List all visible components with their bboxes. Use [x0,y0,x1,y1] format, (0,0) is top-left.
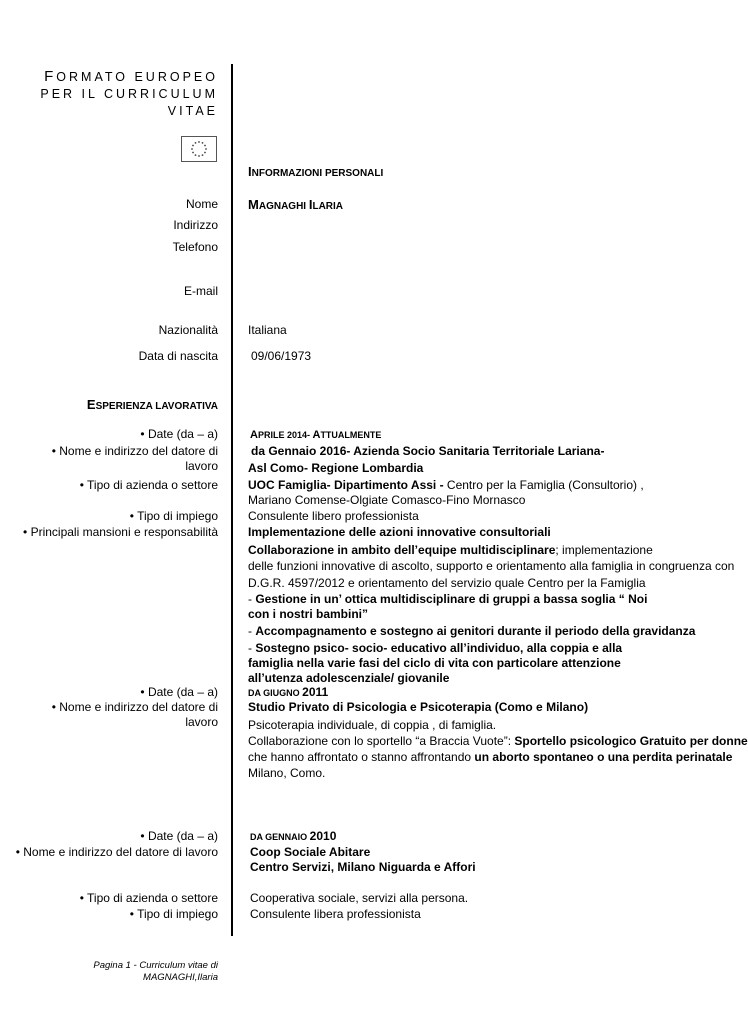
address-label: Indirizzo [173,218,218,232]
job3-job-type: Consulente libera professionista [250,907,421,921]
job3-sector-label: • Tipo di azienda o settore [79,891,218,905]
cv-title-line2: PER IL CURRICULUM [40,87,218,101]
eu-flag-icon [181,136,217,162]
footer-line1: Pagina 1 - Curriculum vitae di [93,960,218,971]
job3-employer-label: • Nome e indirizzo del datore di lavoro [15,845,218,859]
job1-sector: UOC Famiglia- Dipartimento Assi - Centro per la Famiglia (Consultorio) , Mariano Comense-Olgiate Comasco-Fino Mornasco [248,478,644,507]
job1-job-type: Consulente libero professionista [248,509,419,523]
job3-job-type-label: • Tipo di impiego [129,907,218,921]
name-label: Nome [185,197,218,211]
birth-date-value: 09/06/1973 [251,349,312,363]
nationality-label: Nazionalità [158,323,218,337]
job1-dates-label: • Date (da – a) [140,427,218,441]
job3-employer-line2: Centro Servizi, Milano Niguarda e Affori [250,860,476,874]
job2-employer-label: • Nome e indirizzo del datore di lavoro [51,700,218,729]
nationality-value: Italiana [248,323,287,337]
page-footer [93,960,218,984]
job2-line-3: che hanno affrontato o stanno affrontando un aborto spontaneo o una perdita perinatale [248,750,733,764]
job1-employer-label: • Nome e indirizzo del datore di lavoro [51,444,218,473]
job1-duty-7: - Sostegno psico- socio- educativo all’individuo, alla coppia e alla famiglia nella varie fasi del ciclo di vita con particolare attenzione all’utenza adolescenziale/ giovanile [248,641,623,685]
job3-dates: DA GENNAIO 2010 [250,829,337,843]
job1-duty-5: - Gestione in un’ ottica multidisciplinare di gruppi a bassa soglia “ Noi con i nostri bambini” [248,592,648,621]
job3-employer-line1: Coop Sociale Abitare [250,845,371,859]
job1-employer-line2: Asl Como- Regione Lombardia [248,461,424,475]
job3-dates-label: • Date (da – a) [140,829,218,843]
job1-dates: APRILE 2014- ATTUALMENTE [250,429,382,441]
job2-dates: DA GIUGNO 2011 [248,685,329,699]
cv-title [40,68,218,120]
job2-line-2: Collaborazione con lo sportello “a Braccia Vuote”: Sportello psicologico Gratuito per donne [248,734,748,748]
job1-sector-label: • Tipo di azienda o settore [79,478,218,492]
job1-job-type-label: • Tipo di impiego [129,509,218,523]
birth-date-label: Data di nascita [138,349,218,363]
job3-sector: Cooperativa sociale, servizi alla persona. [250,891,469,905]
name-value: MAGNAGHI ILARIA [248,197,344,212]
job2-line-4: Milano, Como. [248,766,326,780]
job1-duties-label: • Principali mansioni e responsabilità [23,525,218,539]
cv-title-line1: FORMATO EUROPEO [44,68,218,85]
work-experience-heading: ESPERIENZA LAVORATIVA [86,397,218,412]
job1-duty-3: delle funzioni innovative di ascolto, supporto e orientamento alla famiglia in congruenza con [248,559,735,573]
job2-dates-label: • Date (da – a) [140,685,218,699]
footer-line2: MAGNAGHI,Ilaria [143,972,218,983]
personal-info-heading: INFORMAZIONI PERSONALI [248,164,384,179]
job1-duty-1: Implementazione delle azioni innovative consultoriali [248,525,551,539]
job1-duty-4: D.G.R. 4597/2012 e orientamento del servizio quale Centro per la Famiglia [248,576,646,590]
job2-line-1: Psicoterapia individuale, di coppia , di famiglia. [248,718,497,732]
cv-title-line3: VITAE [167,104,218,118]
email-label: E-mail [183,284,218,298]
job2-employer: Studio Privato di Psicologia e Psicoterapia (Como e Milano) [248,700,589,714]
job1-duty-6: - Accompagnamento e sostegno ai genitori durante il periodo della gravidanza [248,624,696,638]
column-divider [231,64,233,936]
job1-duty-2: Collaborazione in ambito dell’equipe multidisciplinare; implementazione [248,543,653,557]
job1-employer-line1: da Gennaio 2016- Azienda Socio Sanitaria Territoriale Lariana- [251,444,605,458]
phone-label: Telefono [172,240,218,254]
